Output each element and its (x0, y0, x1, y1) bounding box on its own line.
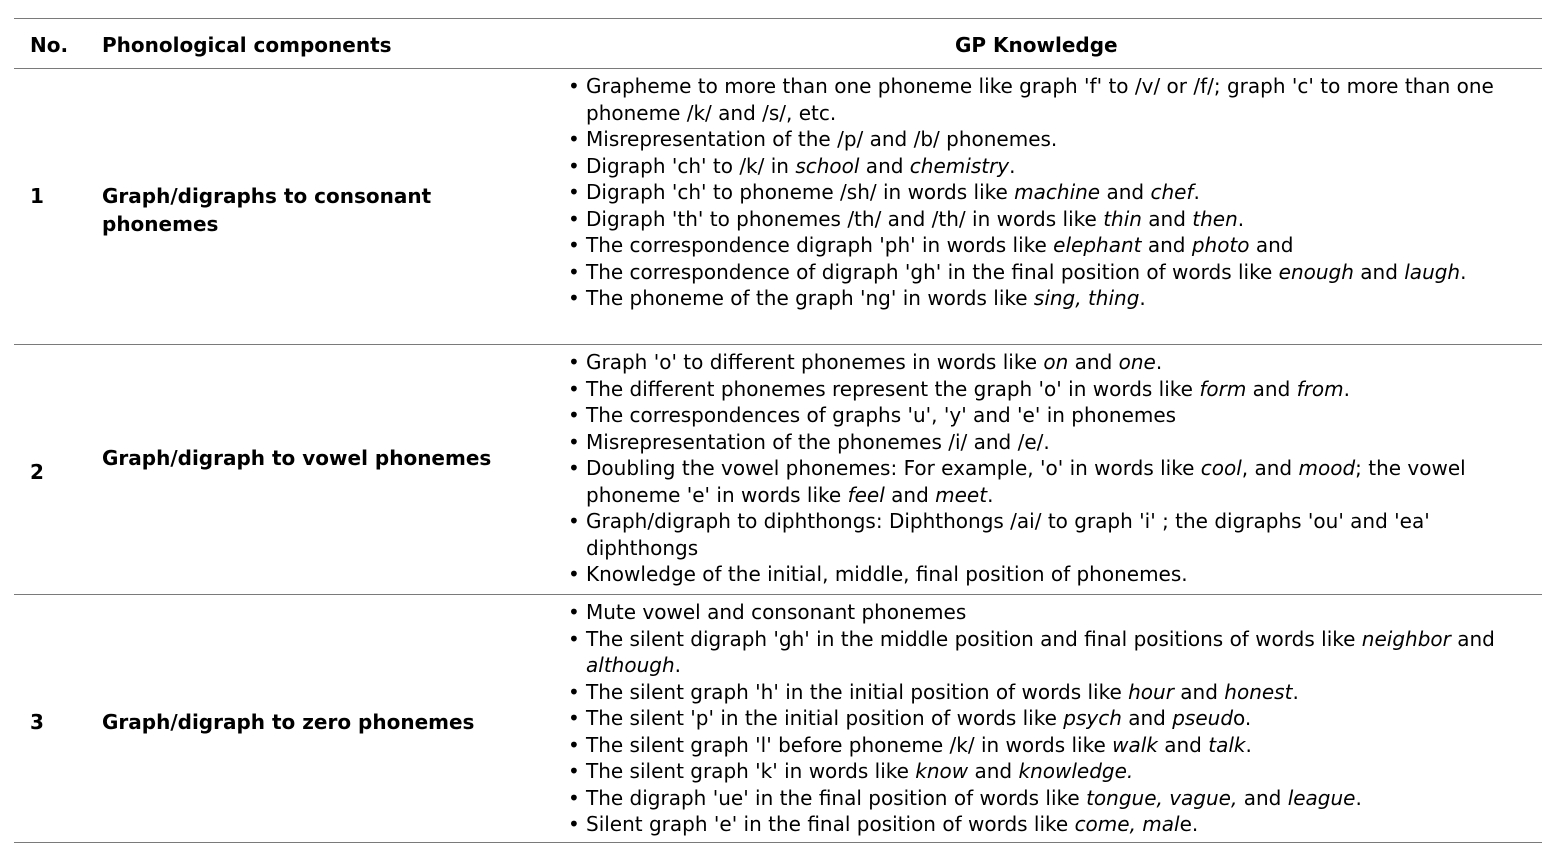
table-bottom-rule (14, 842, 1542, 843)
header-no: No. (30, 33, 69, 57)
row-2-knowledge-list (586, 349, 1542, 588)
knowledge-item: • The correspondence digraph 'ph' in words like elephant and photo and (586, 232, 1542, 259)
knowledge-item: • Doubling the vowel phonemes: For example, 'o' in words like cool, and mood; the vowel phoneme 'e' in words like feel and meet. (586, 455, 1542, 508)
row-1-component: Graph/digraphs to consonant phonemes (102, 184, 432, 236)
knowledge-item: • The correspondence of digraph 'gh' in the final position of words like enough and laugh. (586, 259, 1542, 286)
knowledge-item: • Digraph 'th' to phonemes /th/ and /th/ in words like thin and then. (586, 206, 1542, 233)
header-component: Phonological components (102, 33, 392, 57)
header-bottom-rule (14, 68, 1542, 69)
row-1-bottom-rule (14, 344, 1542, 345)
row-3-no: 3 (30, 710, 44, 734)
knowledge-item: • Digraph 'ch' to /k/ in school and chemistry. (586, 153, 1542, 180)
knowledge-item: • The silent graph 'k' in words like know and knowledge. (586, 758, 1542, 785)
knowledge-item: • Knowledge of the initial, middle, final position of phonemes. (586, 561, 1542, 588)
knowledge-item: • Digraph 'ch' to phoneme /sh/ in words like machine and chef. (586, 179, 1542, 206)
knowledge-item: • The different phonemes represent the graph 'o' in words like form and from. (586, 376, 1542, 403)
row-3-knowledge-list (586, 599, 1542, 838)
knowledge-item: • The silent graph 'l' before phoneme /k/ in words like walk and talk. (586, 732, 1542, 759)
row-3-component: Graph/digraph to zero phonemes (102, 710, 475, 734)
row-2-no: 2 (30, 460, 44, 484)
knowledge-item: • Graph 'o' to different phonemes in words like on and one. (586, 349, 1542, 376)
knowledge-item: • Misrepresentation of the phonemes /i/ and /e/. (586, 429, 1542, 456)
row-2-component: Graph/digraph to vowel phonemes (102, 446, 492, 470)
knowledge-item: • The digraph 'ue' in the final position of words like tongue, vague, and league. (586, 785, 1542, 812)
knowledge-item: • Misrepresentation of the /p/ and /b/ phonemes. (586, 126, 1542, 153)
knowledge-item: • Silent graph 'e' in the final position of words like come, male. (586, 811, 1542, 838)
knowledge-item: • The correspondences of graphs 'u', 'y' and 'e' in phonemes (586, 402, 1542, 429)
row-2-bottom-rule (14, 594, 1542, 595)
header-knowledge: GP Knowledge (955, 33, 1118, 57)
knowledge-item: • The phoneme of the graph 'ng' in words like sing, thing. (586, 285, 1542, 312)
row-1-knowledge-list (586, 73, 1542, 312)
knowledge-item: • Mute vowel and consonant phonemes (586, 599, 1542, 626)
knowledge-item: • The silent 'p' in the initial position of words like psych and pseudo. (586, 705, 1542, 732)
knowledge-item: • The silent graph 'h' in the initial position of words like hour and honest. (586, 679, 1542, 706)
row-1-no: 1 (30, 184, 44, 208)
table-top-rule (14, 18, 1542, 19)
knowledge-item: • The silent digraph 'gh' in the middle position and final positions of words like neighbor and although. (586, 626, 1542, 679)
knowledge-item: • Graph/digraph to diphthongs: Diphthongs /ai/ to graph 'i' ; the digraphs 'ou' and 'ea' diphthongs (586, 508, 1542, 561)
knowledge-item: • Grapheme to more than one phoneme like graph 'f' to /v/ or /f/; graph 'c' to more than one phoneme /k/ and /s/, etc. (586, 73, 1542, 126)
